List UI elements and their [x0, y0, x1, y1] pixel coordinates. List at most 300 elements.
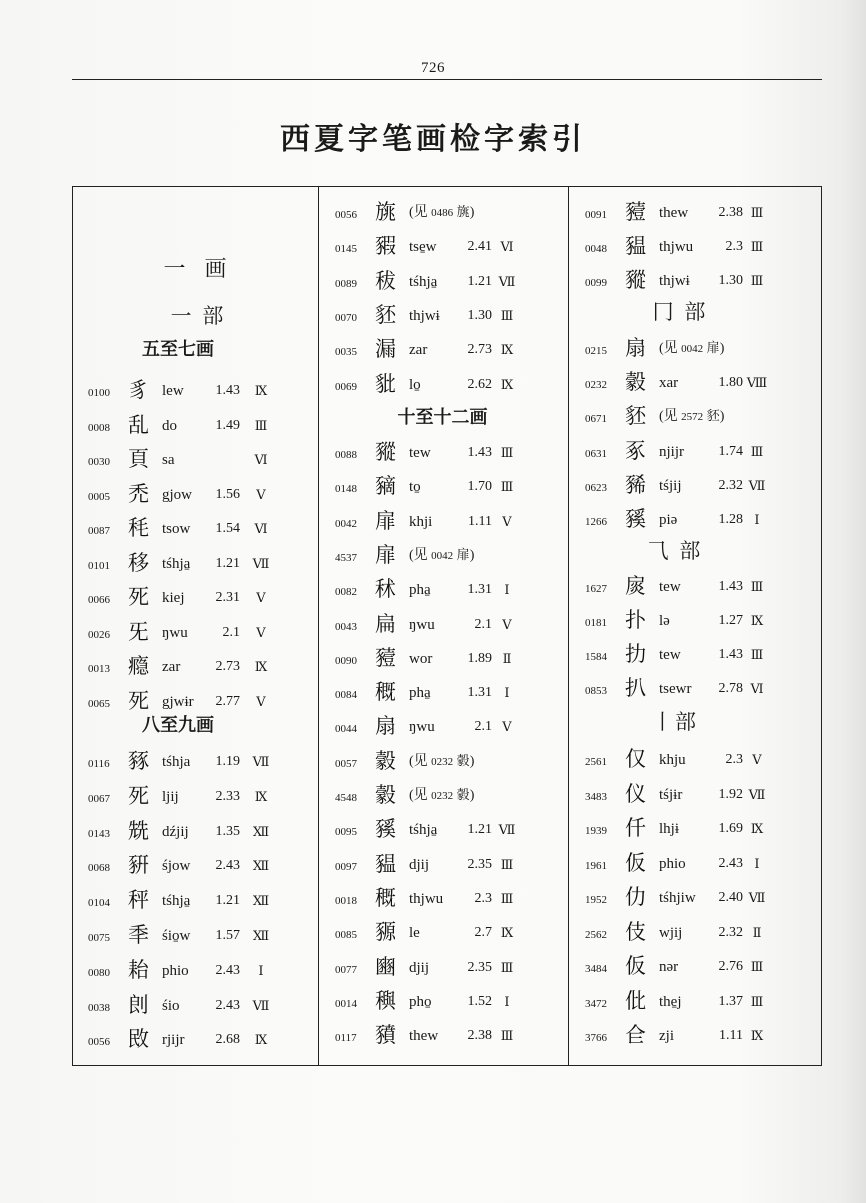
index-entry	[88, 618, 328, 648]
entry-cross-reference: (见 0486 旐)	[409, 205, 475, 220]
entry-code: 0148	[335, 483, 357, 496]
index-entry	[585, 849, 825, 879]
entry-page: 1.31	[467, 685, 492, 701]
entry-glyph: 豶	[375, 1023, 396, 1048]
entry-glyph: 扇	[625, 336, 646, 360]
index-entry	[335, 1021, 575, 1051]
entry-class: Ⅲ	[254, 417, 268, 433]
index-entry	[335, 953, 575, 983]
entry-pronunciation: khju	[659, 752, 686, 768]
entry-page: 1.30	[718, 273, 743, 288]
entry-glyph: 仅	[625, 747, 646, 771]
entry-pronunciation: wjij	[659, 924, 683, 941]
entry-code: 0035	[335, 346, 357, 359]
entry-page: 2.41	[467, 239, 492, 255]
section-heading: 一 画	[163, 257, 233, 282]
entry-pronunciation: phio	[659, 855, 686, 872]
entry-glyph: 豱	[375, 851, 396, 876]
entry-class: Ⅶ	[252, 997, 270, 1013]
entry-glyph: 剆	[128, 992, 149, 1017]
entry-code: 0090	[335, 654, 357, 667]
index-entry	[335, 815, 575, 845]
entry-class: Ⅲ	[750, 239, 764, 254]
entry-code: 0026	[88, 628, 110, 641]
entry-code: 2561	[585, 756, 607, 768]
page-number: 726	[421, 60, 445, 76]
index-entry	[88, 782, 328, 812]
index-entry	[585, 471, 825, 501]
entry-pronunciation: tśhja̱	[409, 273, 438, 290]
entry-glyph: 仂	[625, 885, 646, 909]
entry-pronunciation: zji	[659, 1028, 674, 1044]
entry-class: Ⅶ	[748, 890, 766, 905]
index-entry	[88, 514, 328, 544]
index-entry	[335, 781, 575, 811]
entry-glyph: 扉	[375, 508, 396, 533]
cross-ref-label: 见	[663, 409, 678, 425]
entry-class: Ⅸ	[750, 613, 764, 628]
entry-pronunciation: lə	[659, 613, 670, 629]
entry-class: Ⅲ	[750, 959, 764, 974]
index-entry	[585, 987, 825, 1017]
entry-glyph: 豰	[375, 783, 396, 807]
index-entry	[335, 370, 575, 400]
entry-pronunciation: gjwɨr	[162, 693, 194, 710]
entry-glyph: 仳	[625, 988, 646, 1013]
entry-class: Ⅲ	[750, 273, 764, 288]
entry-code: 1961	[585, 859, 607, 872]
entry-glyph: 豭	[375, 234, 396, 259]
entry-code: 0232	[585, 379, 607, 392]
entry-glyph: 豱	[625, 234, 646, 258]
entry-page: 2.43	[215, 997, 240, 1013]
entry-class: Ⅵ	[254, 521, 268, 536]
index-entry	[335, 575, 575, 605]
entry-glyph: 仮	[625, 850, 646, 875]
entry-code: 0014	[335, 997, 357, 1010]
index-entry	[88, 549, 328, 579]
entry-class: Ⅻ	[252, 858, 270, 874]
entry-page: 1.52	[467, 993, 492, 1009]
entry-page: 1.80	[718, 375, 743, 391]
index-entry	[585, 674, 825, 704]
entry-cross-reference: (见 0232 豰)	[409, 753, 475, 769]
entry-pronunciation: the̱j	[659, 993, 682, 1010]
entry-glyph: 敃	[128, 1027, 149, 1052]
entry-page: 2.40	[718, 890, 743, 905]
cross-ref-code: 0232	[431, 755, 454, 768]
index-entry	[335, 644, 575, 674]
entry-cross-reference: (见 2572 豾)	[659, 409, 725, 425]
index-entry	[335, 712, 575, 742]
entry-class: Ⅲ	[500, 1028, 514, 1044]
entry-pronunciation: dźjij	[162, 823, 189, 840]
entry-class: Ⅷ	[746, 375, 768, 391]
entry-pronunciation: to̱	[409, 479, 421, 496]
entry-class: Ⅰ	[754, 512, 760, 527]
entry-class: Ⅱ	[502, 650, 512, 666]
stroke-group-heading: 八至九画	[142, 715, 214, 736]
cross-ref-code: 0232	[431, 790, 454, 802]
entry-pronunciation: ŋwu	[409, 719, 435, 736]
index-entry	[335, 884, 575, 914]
entry-pronunciation: ljij	[162, 788, 179, 805]
index-entry	[88, 921, 328, 951]
entry-glyph: 扑	[625, 608, 646, 632]
entry-page: 2.1	[474, 719, 492, 735]
entry-pronunciation: thjwɨ	[409, 307, 440, 324]
entry-glyph: 豸	[128, 378, 149, 402]
entry-class: Ⅸ	[254, 788, 268, 804]
entry-class: Ⅸ	[254, 659, 268, 674]
entry-pronunciation: tśhja	[162, 754, 191, 770]
entry-page: 1.11	[468, 513, 492, 529]
entry-class: Ⅴ	[502, 719, 512, 735]
entry-glyph: 仟	[625, 816, 646, 840]
index-entry	[335, 850, 575, 880]
entry-class: Ⅻ	[252, 893, 270, 909]
index-entry	[335, 507, 575, 537]
entry-glyph: 穊	[375, 885, 396, 910]
entry-glyph: 兟	[128, 818, 149, 843]
entry-glyph: 豰	[625, 370, 646, 395]
index-entry	[585, 883, 825, 913]
index-entry	[88, 480, 328, 510]
entry-page: 2.3	[725, 239, 743, 254]
index-entry	[88, 376, 328, 406]
entry-pronunciation: thjwu	[659, 239, 694, 255]
entry-class: Ⅲ	[500, 959, 514, 975]
entry-glyph: 耛	[128, 957, 149, 982]
entry-page: 1.43	[718, 647, 743, 662]
entry-code: 0095	[335, 826, 357, 839]
entry-code: 3766	[585, 1032, 607, 1044]
index-entry	[335, 335, 575, 365]
entry-page: 1.21	[215, 893, 240, 909]
entry-class: Ⅶ	[748, 477, 766, 493]
index-entry	[585, 606, 825, 636]
entry-page: 2.32	[718, 924, 743, 940]
stroke-group-heading: 十至十二画	[397, 407, 488, 428]
index-entry	[585, 437, 825, 467]
entry-pronunciation: thjwɨ	[659, 273, 690, 289]
cross-ref-glyph: 扉	[706, 341, 720, 356]
radical-heading: ⺄ 部	[647, 539, 703, 563]
index-entry	[335, 541, 575, 571]
index-entry	[585, 505, 825, 535]
entry-glyph: 豖	[625, 438, 646, 463]
entry-pronunciation: ŋwu	[162, 624, 188, 641]
entry-pronunciation: rjijr	[162, 1032, 185, 1049]
entry-code: 3484	[585, 963, 607, 975]
entry-glyph: 豲	[375, 920, 396, 945]
index-entry	[585, 780, 825, 810]
index-entry	[585, 232, 825, 262]
entry-class: Ⅸ	[500, 376, 514, 392]
entry-code: 0005	[88, 490, 110, 503]
entry-class: Ⅴ	[256, 693, 266, 709]
index-entry	[335, 987, 575, 1017]
entry-code: 0181	[585, 617, 607, 629]
index-entry	[88, 851, 328, 881]
entry-pronunciation: nər	[659, 959, 679, 975]
cross-ref-glyph: 豾	[706, 409, 720, 425]
entry-code: 0099	[585, 277, 607, 289]
index-entry	[335, 747, 575, 777]
entry-class: Ⅵ	[254, 452, 268, 467]
entry-pronunciation: thew	[659, 205, 689, 221]
entry-page: 2.31	[215, 590, 240, 605]
entry-code: 0671	[585, 413, 607, 426]
entry-page: 1.49	[215, 417, 240, 433]
entry-page: 2.3	[474, 890, 492, 906]
index-entry	[585, 918, 825, 948]
entry-page: 2.38	[467, 1028, 492, 1044]
entry-code: 0018	[335, 894, 357, 907]
entry-code: 0075	[88, 932, 110, 944]
entry-page: 1.74	[718, 443, 743, 459]
entry-pronunciation: tśjɨr	[659, 786, 683, 803]
entry-pronunciation: śio̱w	[162, 928, 191, 944]
entry-code: 0043	[335, 620, 357, 633]
entry-page: 1.35	[215, 823, 240, 839]
index-entry	[88, 1025, 328, 1055]
entry-page: 2.35	[467, 959, 492, 975]
entry-code: 0048	[585, 243, 607, 255]
entry-glyph: 死	[128, 688, 149, 713]
entry-class: Ⅲ	[500, 479, 514, 495]
entry-pronunciation: ŋwu	[409, 616, 435, 633]
entry-glyph: 仪	[625, 781, 646, 806]
entry-page: 1.43	[215, 383, 240, 398]
entry-class: Ⅸ	[750, 1028, 764, 1043]
cross-ref-code: 0486	[431, 207, 454, 219]
entry-class: Ⅶ	[498, 822, 516, 838]
radical-heading: 冂 部	[652, 300, 708, 324]
entry-code: 0084	[335, 689, 357, 702]
entry-class: Ⅸ	[500, 342, 514, 358]
entry-class: Ⅴ	[502, 616, 512, 632]
entry-pronunciation: śio	[162, 997, 180, 1014]
entry-class: Ⅸ	[254, 1032, 268, 1048]
entry-pronunciation: tśjij	[659, 477, 682, 494]
entry-page: 2.1	[222, 624, 240, 640]
entry-glyph: 扊	[625, 574, 646, 598]
entry-page: 2.3	[725, 752, 743, 767]
index-entry	[335, 472, 575, 502]
index-entry	[88, 652, 328, 682]
entry-code: 0088	[335, 449, 357, 461]
entry-code: 0100	[88, 387, 110, 399]
index-entry	[335, 267, 575, 297]
entry-glyph: 禿	[128, 481, 149, 506]
entry-glyph: 扐	[625, 642, 646, 666]
index-entry	[585, 640, 825, 670]
entry-code: 0215	[585, 345, 607, 357]
entry-page: 2.38	[718, 205, 743, 220]
entry-page: 1.27	[718, 613, 743, 628]
entry-class: Ⅰ	[504, 582, 510, 598]
entry-glyph: 旐	[375, 200, 396, 224]
entry-page: 1.92	[718, 786, 743, 802]
entry-glyph: 死	[128, 783, 149, 808]
entry-code: 0116	[88, 758, 110, 770]
entry-glyph: 扒	[625, 676, 646, 700]
entry-code: 0143	[88, 827, 110, 840]
entry-cross-reference: (见 0232 豰)	[409, 788, 475, 803]
cross-ref-code: 0042	[681, 343, 704, 355]
entry-code: 0013	[88, 663, 110, 675]
entry-page: 2.73	[467, 342, 492, 358]
entry-class: Ⅴ	[256, 590, 266, 605]
entry-code: 0101	[88, 559, 110, 572]
cross-ref-label: 见	[663, 341, 678, 356]
entry-glyph: 穊	[375, 680, 396, 705]
entry-page: 1.89	[467, 650, 492, 666]
entry-code: 0057	[335, 757, 357, 770]
entry-glyph: 扁	[375, 611, 396, 636]
entry-pronunciation: pha̱	[409, 582, 431, 599]
index-entry	[585, 402, 825, 432]
entry-pronunciation: sa	[162, 452, 175, 468]
entry-class: Ⅲ	[750, 443, 764, 459]
entry-class: Ⅶ	[748, 786, 766, 802]
index-entry	[88, 991, 328, 1021]
cross-ref-glyph: 豰	[456, 788, 470, 803]
entry-code: 4537	[335, 551, 357, 564]
entry-class: Ⅰ	[754, 855, 760, 871]
entry-page: 2.7	[474, 925, 492, 941]
entry-class: Ⅲ	[750, 205, 764, 220]
entry-glyph: 穥	[375, 988, 396, 1013]
entry-pronunciation: thew	[409, 1028, 439, 1045]
index-entry	[88, 445, 328, 475]
radical-heading: 一 部	[170, 304, 226, 328]
entry-pronunciation: pho̱	[409, 993, 432, 1010]
entry-glyph: 豯	[375, 817, 396, 842]
entry-page: 2.78	[718, 681, 743, 696]
entry-code: 3472	[585, 997, 607, 1010]
index-entry	[335, 438, 575, 468]
entry-class: Ⅲ	[500, 445, 514, 460]
index-entry	[335, 232, 575, 262]
entry-pronunciation: zar	[162, 659, 181, 675]
stroke-group-heading: 五至七画	[142, 339, 214, 360]
entry-page: 2.43	[718, 855, 743, 871]
index-entry	[335, 198, 575, 228]
entry-class: Ⅰ	[504, 685, 510, 701]
entry-code: 0008	[88, 421, 110, 434]
entry-glyph: 伎	[625, 919, 646, 944]
entry-pronunciation: xar	[659, 375, 679, 392]
entry-page: 1.21	[215, 555, 240, 571]
entry-class: Ⅲ	[500, 307, 514, 323]
entry-class: Ⅻ	[252, 928, 270, 943]
entry-page: 1.21	[467, 273, 492, 289]
entry-page: 2.43	[215, 962, 240, 978]
entry-glyph: 豴	[375, 474, 396, 499]
entry-class: Ⅲ	[500, 890, 514, 906]
entry-class: Ⅰ	[258, 962, 264, 978]
entry-code: 0067	[88, 792, 110, 805]
cross-ref-label: 见	[413, 547, 428, 563]
radical-heading: 丨部	[652, 710, 698, 734]
entry-pronunciation: śjow	[162, 858, 191, 875]
entry-glyph: 豷	[375, 645, 396, 670]
entry-page: 1.54	[215, 521, 240, 536]
entry-code: 0082	[335, 586, 357, 599]
entry-code: 0038	[88, 1001, 110, 1014]
entry-page: 1.28	[718, 512, 743, 527]
entry-page: 2.73	[215, 659, 240, 674]
entry-code: 1584	[585, 651, 607, 663]
entry-code: 0145	[335, 243, 357, 256]
cross-ref-glyph: 扉	[456, 547, 470, 563]
entry-class: Ⅵ	[750, 681, 764, 696]
entry-pronunciation: tsow	[162, 521, 191, 537]
entry-pronunciation: tśhja̱	[409, 822, 438, 839]
entry-class: Ⅶ	[252, 555, 270, 571]
entry-pronunciation: pha̱	[409, 685, 431, 702]
header-rule	[72, 79, 822, 80]
entry-glyph: 豣	[128, 853, 149, 878]
entry-code: 0069	[335, 380, 357, 393]
entry-glyph: 仺	[625, 1023, 646, 1047]
entry-pronunciation: le	[409, 925, 420, 942]
index-entry	[585, 572, 825, 602]
index-entry	[585, 334, 825, 364]
entry-pronunciation: tew	[659, 647, 681, 663]
entry-glyph: 豼	[375, 371, 396, 396]
index-entry	[88, 583, 328, 613]
entry-glyph: 扉	[375, 542, 396, 567]
entry-code: 0080	[88, 966, 110, 979]
entry-pronunciation: wor	[409, 650, 433, 667]
entry-page: 1.57	[215, 928, 240, 943]
index-entry	[585, 952, 825, 982]
cross-ref-glyph: 旐	[456, 205, 470, 220]
entry-glyph: 扇	[375, 714, 396, 739]
page-title: 西夏字笔画检字索引	[280, 122, 586, 157]
entry-pronunciation: piə	[659, 512, 678, 528]
entry-class: Ⅶ	[498, 273, 516, 289]
entry-glyph: 豨	[625, 472, 646, 497]
entry-glyph: 秤	[128, 888, 149, 913]
entry-pronunciation: njijr	[659, 443, 684, 460]
entry-code: 0030	[88, 456, 110, 468]
index-entry	[585, 198, 825, 228]
entry-glyph: 豷	[625, 200, 646, 224]
entry-glyph: 豰	[375, 748, 396, 773]
entry-page: 1.43	[718, 579, 743, 594]
index-entry	[585, 266, 825, 296]
entry-pronunciation: tśhja̱	[162, 893, 191, 910]
entry-code: 0089	[335, 277, 357, 290]
cross-ref-code: 0042	[431, 549, 454, 562]
entry-pronunciation: khji	[409, 513, 433, 530]
entry-page: 2.43	[215, 858, 240, 874]
entry-code: 0066	[88, 594, 110, 606]
entry-pronunciation: tew	[659, 579, 681, 595]
entry-class: Ⅱ	[752, 924, 762, 940]
entry-glyph: 秫	[375, 577, 396, 602]
entry-class: Ⅵ	[500, 239, 514, 255]
entry-code: 0853	[585, 685, 607, 697]
entry-code: 4548	[335, 792, 357, 804]
entry-glyph: 豯	[625, 507, 646, 531]
entry-page: 1.43	[467, 445, 492, 460]
entry-class: Ⅸ	[500, 925, 514, 941]
